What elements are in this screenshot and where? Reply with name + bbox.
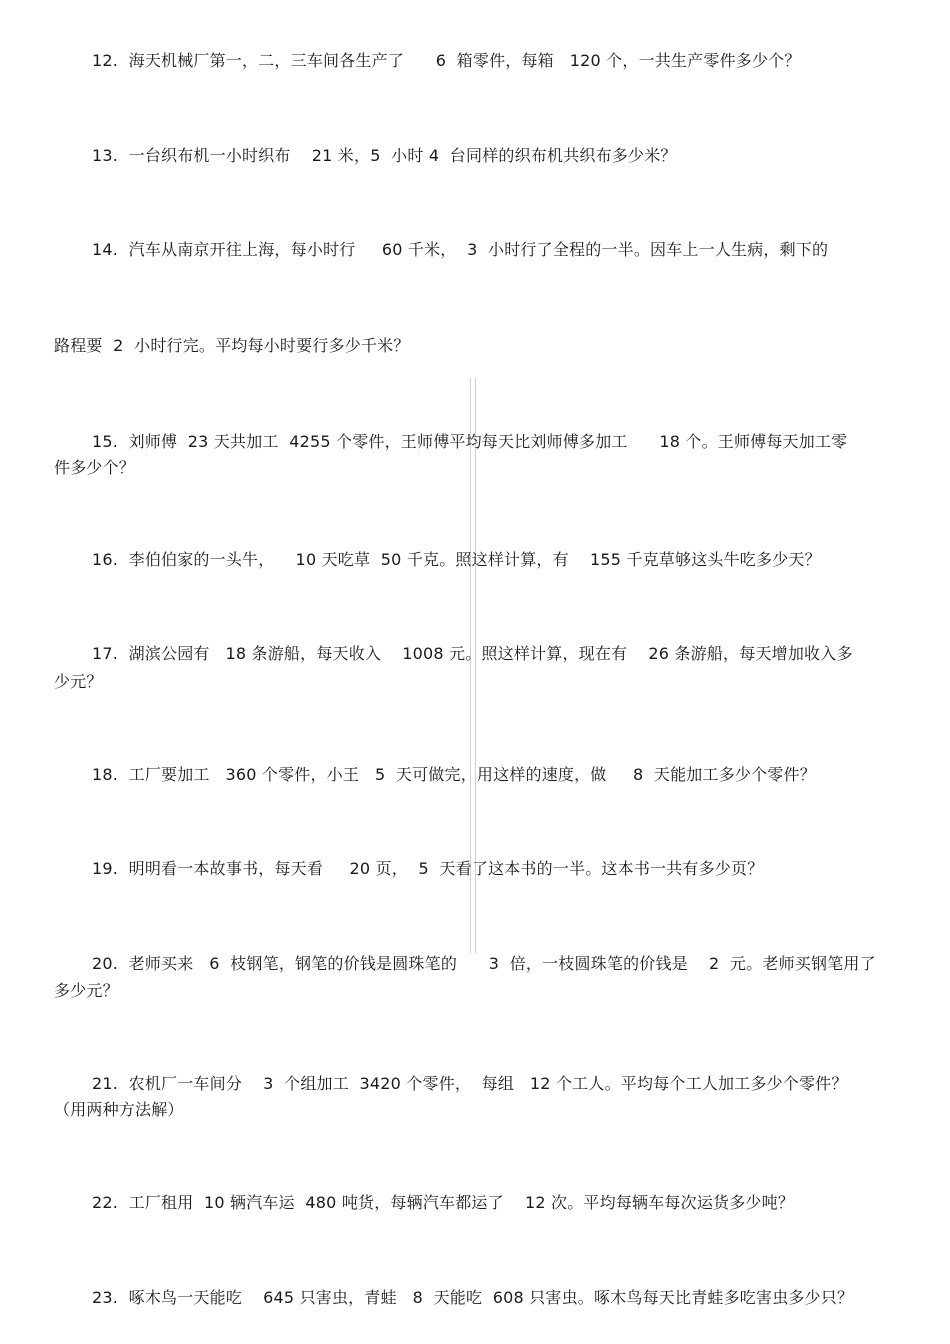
- problem-19-line-1: 19. 明明看一本故事书，每天看 20 页， 5 天看了这本书的一半。这本书一共有多少页？: [92, 859, 764, 878]
- problem-20-line-1: 20. 老师买来 6 枝钢笔，钢笔的价钱是圆珠笔的 3 倍，一枝圆珠笔的价钱是 2 元。老师买钢笔用了: [92, 954, 876, 973]
- problem-22-line-1: 22. 工厂租用 10 辆汽车运 480 吨货，每辆汽车都运了 12 次。平均每辆车每次运货多少吨？: [92, 1193, 795, 1212]
- problem-12-line-1: 12. 海天机械厂第一，二，三车间各生产了 6 箱零件，每箱 120 个，一共生产零件多少个？: [92, 51, 801, 70]
- problem-16-line-1: 16. 李伯伯家的一头牛， 10 天吃草 50 千克。照这样计算，有 155 千克草够这头牛吃多少天？: [92, 550, 821, 569]
- problem-13-line-1: 13. 一台织布机一小时织布 21 米，5 小时 4 台同样的织布机共织布多少米？: [92, 146, 677, 165]
- problem-14-line-1: 14. 汽车从南京开往上海，每小时行 60 千米， 3 小时行了全程的一半。因车上一人生病，剩下的: [92, 240, 829, 259]
- problem-18-line-1: 18. 工厂要加工 360 个零件，小王 5 天可做完，用这样的速度，做 8 天能加工多少个零件？: [92, 765, 816, 784]
- problem-21-line-1: 21. 农机厂一车间分 3 个组加工 3420 个零件， 每组 12 个工人。平均每个工人加工多少个零件？: [92, 1074, 848, 1093]
- problem-23-line-1: 23. 啄木鸟一天能吃 645 只害虫，青蛙 8 天能吃 608 只害虫。啄木鸟每天比青蛙多吃害虫多少只？: [92, 1288, 854, 1307]
- problem-14-line-2: 路程要 2 小时行完。平均每小时要行多少千米？: [54, 336, 410, 355]
- problem-21-line-2: （用两种方法解）: [54, 1100, 184, 1119]
- problem-20-line-2: 多少元？: [54, 981, 119, 1000]
- problem-17-line-1: 17. 湖滨公园有 18 条游船，每天收入 1008 元。照这样计算，现在有 26 条游船，每天增加收入多: [92, 644, 853, 663]
- problem-15-line-1: 15. 刘师傅 23 天共加工 4255 个零件，王师傅平均每天比刘师傅多加工 18 个。王师傅每天加工零: [92, 432, 848, 451]
- problem-15-line-2: 件多少个？: [54, 458, 136, 477]
- problem-17-line-2: 少元？: [54, 672, 103, 691]
